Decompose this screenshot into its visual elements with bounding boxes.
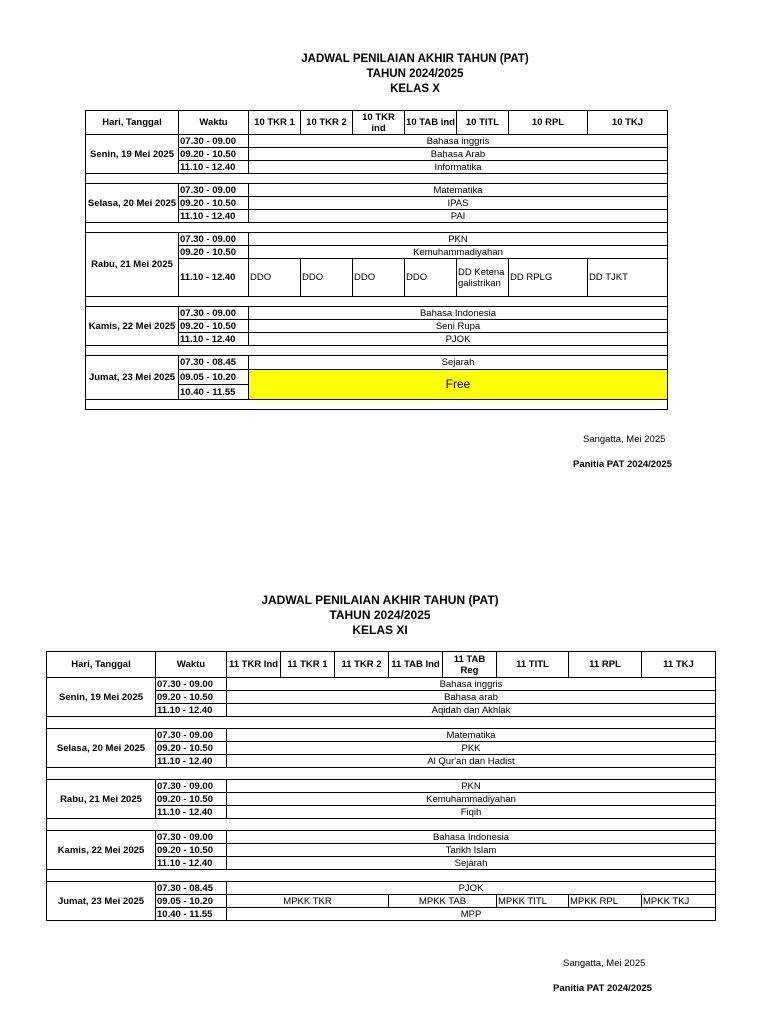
subject-cell: Informatika: [249, 161, 668, 174]
time-cell: 07.30 - 09.00: [179, 307, 249, 320]
subject-cell: PAI: [249, 210, 668, 223]
time-cell: 11.10 - 12.40: [156, 704, 227, 717]
subject-cell: MPKK TKR: [227, 895, 389, 908]
subject-cell: Bahasa Indonesia: [249, 307, 668, 320]
time-cell: 07.30 - 08.45: [179, 356, 249, 370]
day-cell: Kamis, 22 Mei 2025: [47, 831, 156, 870]
subject-cell: Aqidah dan Akhlak: [227, 704, 716, 717]
title-line-1: JADWAL PENILAIAN AKHIR TAHUN (PAT): [261, 593, 499, 607]
header-class: 11 TKR Ind: [227, 652, 281, 678]
subject-cell: Bahasa inggris: [249, 135, 668, 148]
subject-cell: PKN: [249, 233, 668, 246]
subject-cell: Al Qur'an dan Hadist: [227, 755, 716, 768]
committee-signature: Panitia PAT 2024/2025: [553, 983, 652, 994]
header-class: 10 RPL: [509, 111, 588, 135]
time-cell: 07.30 - 09.00: [156, 831, 227, 844]
subject-cell: Matematika: [249, 184, 668, 197]
subject-cell: Sejarah: [249, 356, 668, 370]
subject-cell: Kemuhammadiyahan: [227, 793, 716, 806]
spacer-row: [47, 819, 716, 831]
table-row: [47, 882, 716, 895]
time-cell: 11.10 - 12.40: [179, 210, 249, 223]
subject-cell: Fiqih: [227, 806, 716, 819]
table-row: [47, 729, 716, 742]
time-cell: 09.05 - 10.20: [156, 895, 227, 908]
header-class: 10 TAB ind: [405, 111, 457, 135]
spacer-row: [47, 870, 716, 882]
time-cell: 07.30 - 09.00: [179, 233, 249, 246]
spacer-row: [86, 346, 668, 356]
table-row: [86, 184, 668, 197]
spacer-row: [86, 174, 668, 184]
subject-cell: Bahasa Indonesia: [227, 831, 716, 844]
time-cell: 09.20 - 10.50: [156, 742, 227, 755]
day-cell: Rabu, 21 Mei 2025: [47, 780, 156, 819]
subject-cell: Bahasa Arab: [249, 148, 668, 161]
time-cell: 09.20 - 10.50: [179, 148, 249, 161]
header-class: 10 TKJ: [588, 111, 668, 135]
subject-cell: MPKK RPL: [569, 895, 642, 908]
spacer-row: [47, 717, 716, 729]
time-cell: 11.10 - 12.40: [179, 161, 249, 174]
time-cell: 09.20 - 10.50: [179, 320, 249, 333]
subject-cell: DD Ketenagalistrikan: [457, 259, 509, 297]
subject-cell: Kemuhammadiyahan: [249, 246, 668, 259]
subject-cell: Seni Rupa: [249, 320, 668, 333]
time-cell: 10.40 - 11.55: [156, 908, 227, 921]
spacer-row: [47, 768, 716, 780]
header-class: 11 TAB Ind: [389, 652, 443, 678]
day-cell: Kamis, 22 Mei 2025: [86, 307, 179, 346]
spacer-row: [86, 297, 668, 307]
day-cell: Selasa, 20 Mei 2025: [47, 729, 156, 768]
table-row: [47, 831, 716, 844]
subject-cell: DD RPLG: [509, 259, 588, 297]
committee-signature: Panitia PAT 2024/2025: [573, 459, 672, 470]
time-cell: 07.30 - 09.00: [179, 135, 249, 148]
header-class: 10 TKR 2: [301, 111, 353, 135]
subject-cell: PKK: [227, 742, 716, 755]
time-cell: 11.10 - 12.40: [156, 857, 227, 870]
time-cell: 07.30 - 09.00: [156, 729, 227, 742]
title-line-2: TAHUN 2024/2025: [329, 608, 431, 622]
subject-cell: PJOK: [249, 333, 668, 346]
day-cell: Jumat, 23 Mei 2025: [47, 882, 156, 921]
time-cell: 09.20 - 10.50: [156, 691, 227, 704]
header-class: 11 TAB Reg: [443, 652, 497, 678]
schedule-title-kelas-x: [215, 52, 615, 97]
day-cell: Senin, 19 Mei 2025: [47, 678, 156, 717]
table-row: [86, 307, 668, 320]
table-row: [47, 678, 716, 691]
time-cell: 09.20 - 10.50: [179, 197, 249, 210]
header-time: Waktu: [156, 652, 227, 678]
subject-cell: DD TJKT: [588, 259, 668, 297]
time-cell: 07.30 - 08.45: [156, 882, 227, 895]
subject-cell: Matematika: [227, 729, 716, 742]
day-cell: Selasa, 20 Mei 2025: [86, 184, 179, 223]
time-cell: 07.30 - 09.00: [156, 678, 227, 691]
schedule-title-kelas-xi: [180, 593, 580, 638]
day-cell: Senin, 19 Mei 2025: [86, 135, 179, 174]
header-class: 11 TKJ: [642, 652, 716, 678]
time-cell: 09.05 - 10.20: [179, 370, 249, 385]
subject-cell: Tarikh Islam: [227, 844, 716, 857]
subject-cell: DDO: [353, 259, 405, 297]
header-class: 11 TKR 2: [335, 652, 389, 678]
subject-cell: DDO: [249, 259, 301, 297]
time-cell: 07.30 - 09.00: [156, 780, 227, 793]
time-cell: 11.10 - 12.40: [179, 259, 249, 297]
subject-cell: Bahasa arab: [227, 691, 716, 704]
time-cell: 11.10 - 12.40: [179, 333, 249, 346]
header-class: 10 TITL: [457, 111, 509, 135]
free-period-cell: Free: [249, 370, 668, 400]
subject-cell: PJOK: [227, 882, 716, 895]
time-cell: 11.10 - 12.40: [156, 806, 227, 819]
table-row: [86, 135, 668, 148]
place-date: Sangatta, Mei 2025: [583, 434, 666, 445]
table-row: [86, 356, 668, 370]
subject-cell: MPKK TITL: [497, 895, 569, 908]
header-row: [47, 652, 716, 678]
table-row: [47, 780, 716, 793]
title-line-1: JADWAL PENILAIAN AKHIR TAHUN (PAT): [301, 53, 529, 65]
header-class: 11 RPL: [569, 652, 642, 678]
subject-cell: MPKK TAB: [389, 895, 497, 908]
place-date: Sangatta, Mei 2025: [563, 958, 646, 969]
subject-cell: DDO: [301, 259, 353, 297]
time-cell: 09.20 - 10.50: [156, 793, 227, 806]
subject-cell: PKN: [227, 780, 716, 793]
schedule-table-kelas-x: [85, 110, 668, 410]
subject-cell: IPAS: [249, 197, 668, 210]
spacer-row: [86, 400, 668, 410]
table-row: [86, 233, 668, 246]
header-day: Hari, Tanggal: [47, 652, 156, 678]
subject-cell: MPKK TKJ: [642, 895, 716, 908]
header-time: Waktu: [179, 111, 249, 135]
time-cell: 11.10 - 12.40: [156, 755, 227, 768]
header-class: 11 TKR 1: [281, 652, 335, 678]
title-line-3: KELAS XI: [352, 623, 408, 637]
time-cell: 10.40 - 11.55: [179, 385, 249, 400]
time-cell: 09.20 - 10.50: [156, 844, 227, 857]
time-cell: 09.20 - 10.50: [179, 246, 249, 259]
title-line-2: TAHUN 2024/2025: [366, 68, 464, 80]
time-cell: 07.30 - 09.00: [179, 184, 249, 197]
header-day: Hari, Tanggal: [86, 111, 179, 135]
header-class: 10 TKR 1: [249, 111, 301, 135]
header-class: 11 TITL: [497, 652, 569, 678]
day-cell: Rabu, 21 Mei 2025: [86, 233, 179, 297]
spacer-row: [86, 223, 668, 233]
schedule-table-kelas-xi: [46, 651, 716, 921]
header-row: [86, 111, 668, 135]
subject-cell: Bahasa inggris: [227, 678, 716, 691]
title-line-3: KELAS X: [390, 83, 440, 95]
subject-cell: DDO: [405, 259, 457, 297]
subject-cell: MPP: [227, 908, 716, 921]
header-class: 10 TKR ind: [353, 111, 405, 135]
subject-cell: Sejarah: [227, 857, 716, 870]
day-cell: Jumat, 23 Mei 2025: [86, 356, 179, 400]
